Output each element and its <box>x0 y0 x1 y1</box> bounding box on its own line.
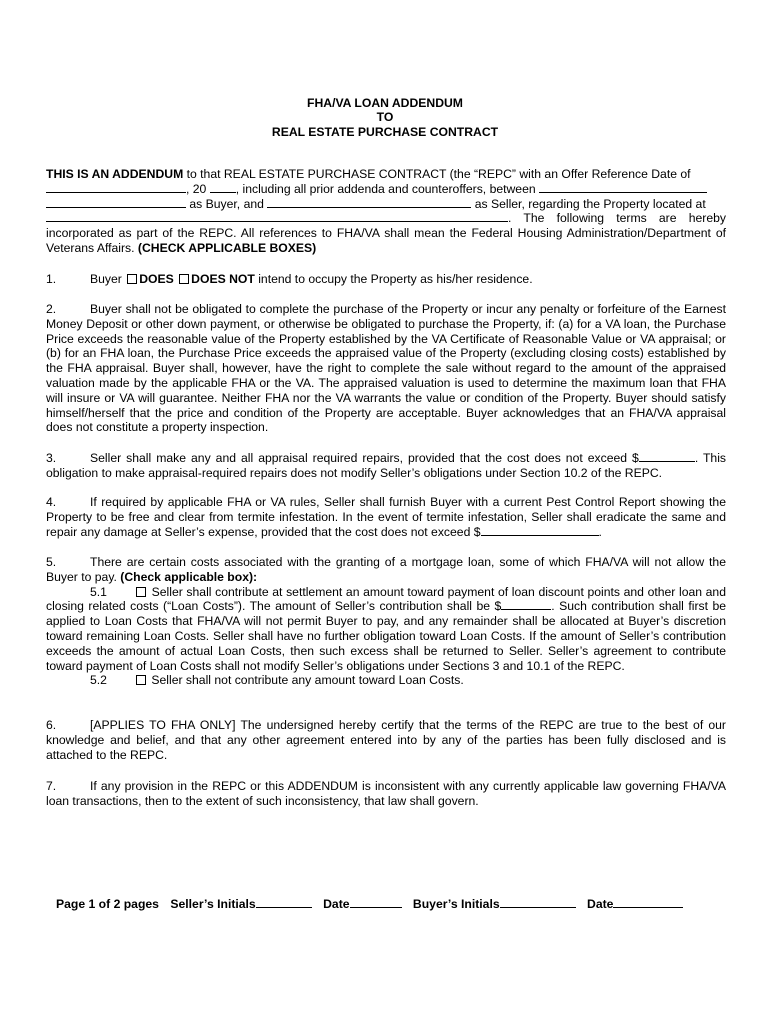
termite-cost-blank[interactable] <box>481 525 599 536</box>
section-4-number: 4. <box>46 495 57 509</box>
section-1-text-a: Buyer <box>90 272 126 286</box>
title-line-1: FHA/VA LOAN ADDENDUM <box>307 96 463 110</box>
page-footer <box>56 896 736 911</box>
intro-text-1: to that REAL ESTATE PURCHASE CONTRACT (the “REPC” with an Offer Reference Date of <box>183 167 691 181</box>
buyer-initials-blank[interactable] <box>500 896 576 908</box>
section-1 <box>46 272 726 287</box>
section-2-number: 2. <box>46 302 57 316</box>
page-count: Page 1 of 2 pages <box>56 897 159 911</box>
section-5-2-number: 5.2 <box>90 673 107 688</box>
section-7-text: If any provision in the REPC or this ADDENDUM is inconsistent with any currently applicable law governing FHA/VA loan transactions, then to the extent of such inconsistency, that law shall govern. <box>46 779 726 808</box>
section-5 <box>46 555 726 688</box>
date-2-blank[interactable] <box>613 896 683 908</box>
section-5-text: There are certain costs associated with the granting of a mortgage loan, some of which FHA/VA will not allow the Buyer to pay. <box>46 555 726 584</box>
section-3-text-b: . This obligation to make appraisal-required repairs does not modify Seller’s obligations under Section 10.2 of the REPC. <box>46 451 727 480</box>
seller-name-blank[interactable] <box>267 197 471 208</box>
section-7-number: 7. <box>46 779 57 793</box>
section-4-text-a: If required by applicable FHA or VA rules, Seller shall furnish Buyer with a current Pest Control Report showing the Property to be free and clear from termite infestation. In the event of termite infestation, Seller shall eradicate the same and repair any damage at Seller’s expense, provided that the cost does not exceed $ <box>46 495 726 539</box>
section-6 <box>46 718 726 762</box>
section-3 <box>46 451 726 481</box>
seller-no-contribute-checkbox[interactable] <box>136 675 146 685</box>
buyer-name-blank[interactable] <box>46 197 186 208</box>
intro-text-6: . The following terms are hereby incorporated as part of the REPC. All references to FHA/VA shall mean the Federal Housing Administration/Department of Veterans Affairs. <box>46 211 726 255</box>
date-1-label: Date <box>323 897 350 911</box>
intro-lead: THIS IS AN ADDENDUM <box>46 167 184 181</box>
repair-cost-blank[interactable] <box>639 451 695 462</box>
party-blank-1[interactable] <box>539 182 707 193</box>
section-5-1-text-a: Seller shall contribute at settlement an amount toward payment of loan discount points and other loan and closing related costs (“Loan Costs”). The amount of Seller’s contribution shall be $ <box>46 584 726 614</box>
seller-contribution-blank[interactable] <box>501 599 551 610</box>
seller-initials-label: Seller’s Initials <box>170 897 256 911</box>
buyer-initials-label: Buyer’s Initials <box>412 897 500 911</box>
intro-text-5: as Seller, regarding the Property located at <box>471 196 706 211</box>
seller-contribute-checkbox[interactable] <box>136 587 146 597</box>
section-4-text-b: . <box>598 524 602 539</box>
section-5-check-note: (Check applicable box): <box>120 569 258 584</box>
section-1-text-b: intend to occupy the Property as his/her residence. <box>254 272 533 286</box>
seller-initials-blank[interactable] <box>256 896 312 908</box>
section-7 <box>46 779 726 809</box>
section-5-1-text-b: . Such contribution shall first be applied to Loan Costs that FHA/VA will not permit Buyer to pay, and any remainder shall be allocated at Buyer’s discretion toward remaining Loan Costs. Seller shall have no further obligation toward Loan Costs. If the amount of Seller’s contribution exceeds the amount of actual Loan Costs, then such excess shall be returned to Seller. Seller’s agreement to contribute toward payment of Loan Costs shall not modify Seller’s obligations under Sections 3 and 10.1 of the REPC. <box>46 599 726 673</box>
does-checkbox[interactable] <box>127 274 137 284</box>
section-5-2-text: Seller shall not contribute any amount toward Loan Costs. <box>151 673 464 688</box>
section-5-number: 5. <box>46 555 57 569</box>
section-3-text-a: Seller shall make any and all appraisal required repairs, provided that the cost does not exceed $ <box>90 451 639 465</box>
section-5-1-number: 5.1 <box>90 584 107 599</box>
section-2 <box>46 302 726 435</box>
intro-text-3: , including all prior addenda and counteroffers, between <box>235 181 536 196</box>
date-2-label: Date <box>587 897 614 911</box>
section-2-text: Buyer shall not be obligated to complete the purchase of the Property or incur any penalty or forfeiture of the Earnest Money Deposit or other down payment, or otherwise be obligated to purchase the Property, if: (a) for a VA loan, the Purchase Price exceeds the reasonable value of the Property established by the VA Certificate of Reasonable Value or VA appraisal; or (b) for an FHA loan, the Purchase Price exceeds the appraised value of the Property (excluding closing costs) established by the FHA appraisal. Buyer shall, however, have the right to complete the sale without regard to the amount of the appraised valuation made by the applicable FHA or the VA. The appraised valuation is used to determine the maximum loan that FHA will insure or VA will guarantee. Neither FHA nor the VA warrants the value or condition of the Property. Buyer should satisfy himself/herself that the price and condition of the Property are acceptable. Buyer acknowledges that an FHA/VA appraisal does not constitute a property inspection. <box>46 302 726 435</box>
year-blank[interactable] <box>210 182 236 193</box>
title-line-2: TO <box>376 110 394 124</box>
offer-date-blank[interactable] <box>46 182 186 193</box>
section-6-text: [APPLIES TO FHA ONLY] The undersigned hereby certify that the terms of the REPC are true to the best of our knowledge and belief, and that any other agreement entered into by any of the parties has been fully disclosed and is attached to the REPC. <box>46 718 726 762</box>
intro-check-note: (CHECK APPLICABLE BOXES) <box>137 240 317 255</box>
intro-text-2: , 20 <box>186 181 210 196</box>
section-1-number: 1. <box>46 272 57 286</box>
does-not-checkbox[interactable] <box>179 274 189 284</box>
section-4 <box>46 495 726 539</box>
property-address-blank[interactable] <box>46 211 508 222</box>
date-1-blank[interactable] <box>350 896 402 908</box>
does-not-label: DOES NOT <box>191 272 255 286</box>
intro-text-4: as Buyer, and <box>186 196 268 211</box>
does-label: DOES <box>139 272 174 286</box>
section-6-number: 6. <box>46 718 57 732</box>
intro-paragraph <box>46 167 726 256</box>
section-3-number: 3. <box>46 451 57 465</box>
title-line-3: REAL ESTATE PURCHASE CONTRACT <box>271 125 499 139</box>
